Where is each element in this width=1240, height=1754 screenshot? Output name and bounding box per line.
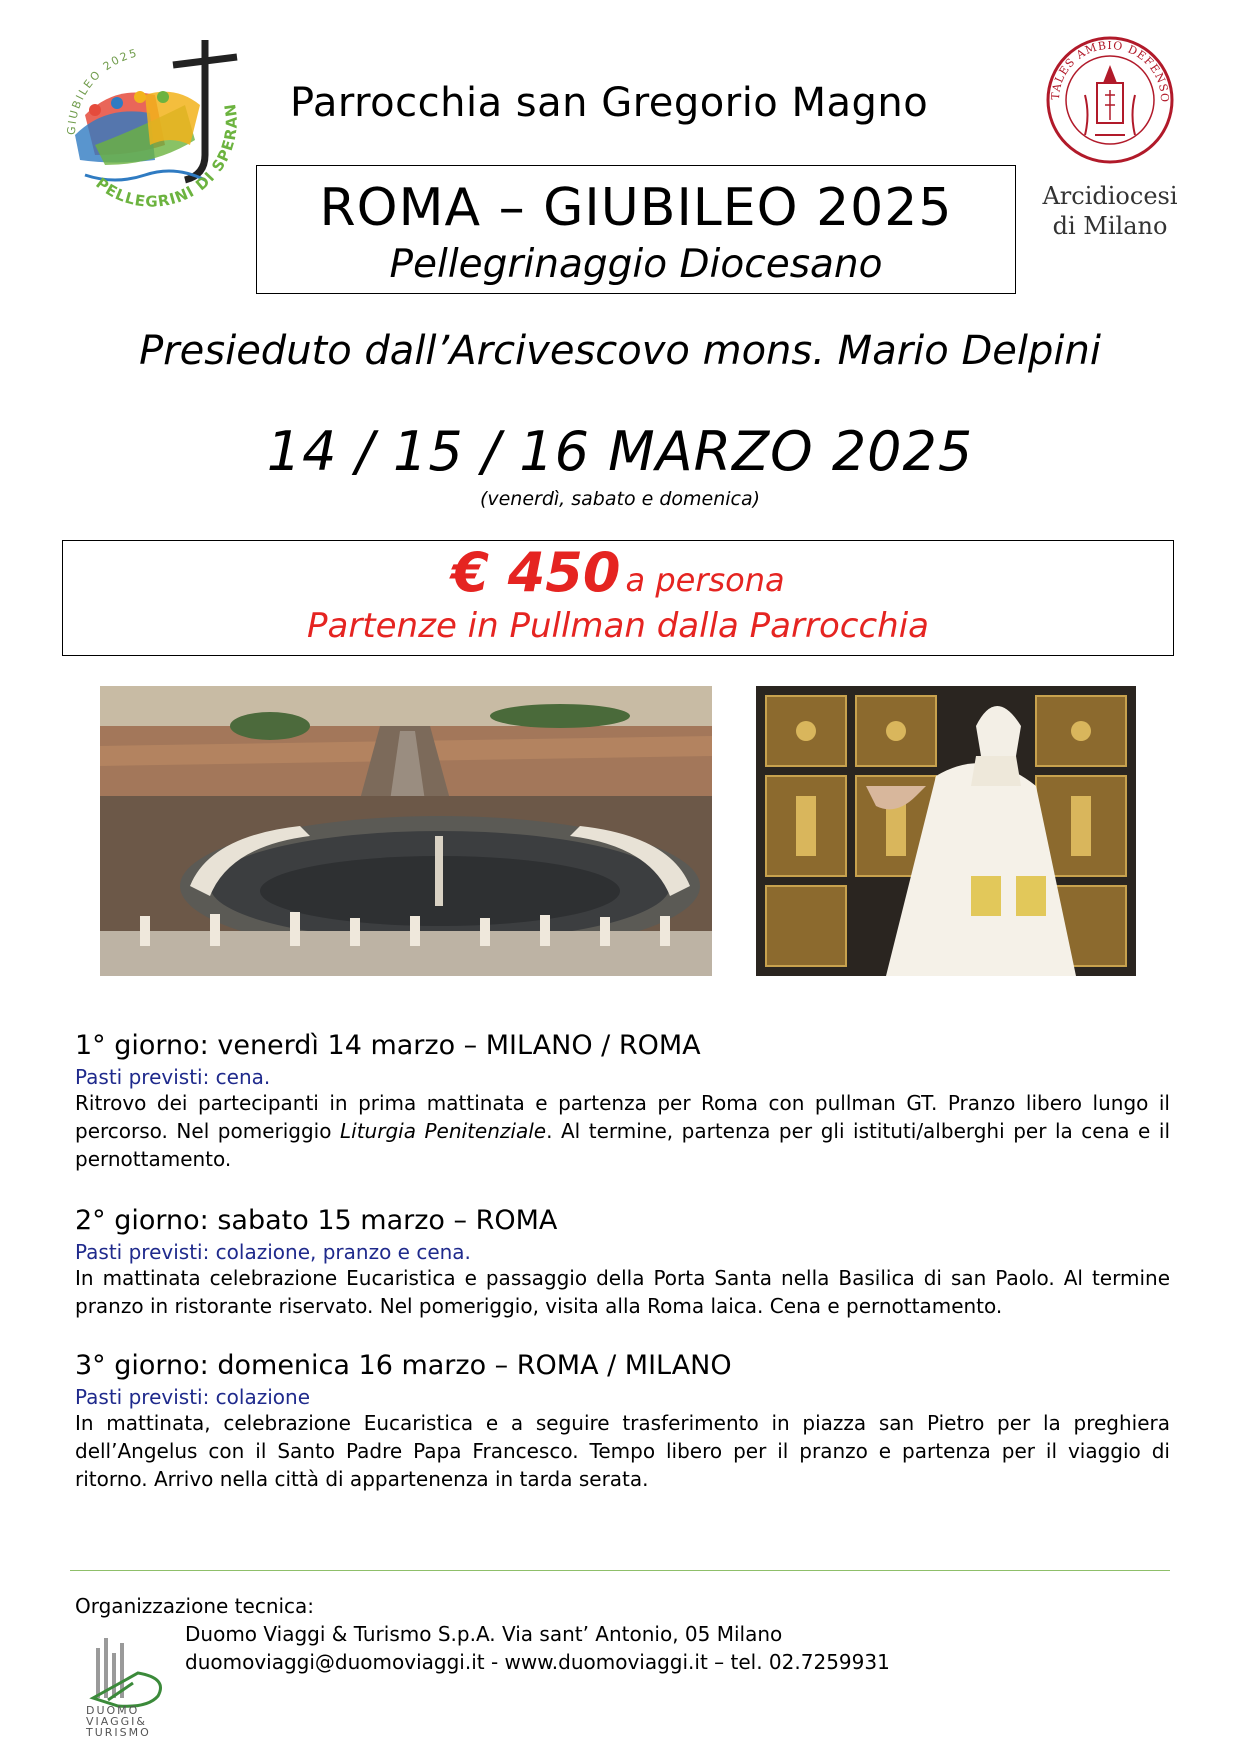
day-title: 1° giorno: venerdì 14 marzo – MILANO / ROMA [75, 1030, 701, 1061]
st-peters-square-photo [100, 686, 712, 976]
jubilee-logo [55, 35, 255, 225]
day-title: 3° giorno: domenica 16 marzo – ROMA / MILANO [75, 1350, 732, 1381]
archdiocese-logo [1035, 35, 1185, 255]
presided-by: Presieduto dall’Arcivescovo mons. Mario Delpini [139, 328, 1101, 374]
title-box [256, 165, 1016, 294]
price-per-person: a persona [625, 561, 785, 599]
svg-text:GIUBILEO 2025: GIUBILEO 2025 [64, 46, 140, 136]
diocese-seal [1045, 35, 1175, 165]
svg-text:VIAGGI&: VIAGGI& [86, 1715, 147, 1728]
page-subtitle: Pellegrinaggio Diocesano [389, 242, 883, 287]
day-description: In mattinata celebrazione Eucaristica e passaggio della Porta Santa nella Basilica di san Paolo. Al termine pranzo in ristorante riservato. Nel pomeriggio, visita alla Roma laica. Cena e pernottamento. [75, 1266, 1170, 1318]
day-description: In mattinata, celebrazione Eucaristica e a seguire trasferimento in piazza san Pietro per la preghiera dell’Angelus con il Santo Padre Papa Francesco. Tempo libero per il pranzo e partenza per il viaggio di ritorno. Arrivo nella città di appartenenza in tarda serata. [75, 1411, 1170, 1491]
price-amount: € 450 [451, 541, 621, 604]
itinerary-day-1 [75, 1030, 1170, 1173]
svg-text:DUOMO: DUOMO [86, 1704, 140, 1717]
organizer-label: Organizzazione tecnica: [75, 1594, 315, 1618]
diocese-name-line2: di Milano [1052, 212, 1168, 240]
pope-holy-door-photo [756, 686, 1136, 976]
duomo-viaggi-logo [78, 1628, 178, 1738]
svg-text:TURISMO: TURISMO [86, 1726, 151, 1738]
svg-text:PELLEGRINI DI SPERANZA: PELLEGRINI DI SPERAN [92, 101, 241, 211]
svg-text:TALES AMBIO DEFENSORES: TALES AMBIO DEFENSO [1048, 38, 1172, 104]
trip-dates: 14 / 15 / 16 MARZO 2025 [266, 420, 974, 483]
day-title: 2° giorno: sabato 15 marzo – ROMA [75, 1205, 558, 1236]
trip-days-note: (venerdì, sabato e domenica) [479, 488, 761, 510]
organizer-address: Duomo Viaggi & Turismo S.p.A. Via sant’ Antonio, 05 Milano [185, 1622, 783, 1646]
parish-name: Parrocchia san Gregorio Magno [290, 80, 929, 126]
day-meals: Pasti previsti: cena. [75, 1065, 271, 1089]
day-description: Ritrovo dei partecipanti in prima mattinata e partenza per Roma con pullman GT. Pranzo libero lungo il percorso. Nel pomeriggio Liturgia Penitenziale. Al termine, partenza per gli istituti/alberghi per la cena e il pernottamento. [75, 1091, 1170, 1171]
organizer-contacts: duomoviaggi@duomoviaggi.it - www.duomoviaggi.it – tel. 02.7259931 [185, 1650, 890, 1674]
day-meals: Pasti previsti: colazione, pranzo e cena. [75, 1240, 471, 1264]
price-box [62, 540, 1174, 656]
departure-note: Partenze in Pullman dalla Parrocchia [306, 606, 929, 646]
diocese-name-line1: Arcidiocesi [1042, 182, 1178, 210]
footer-divider [70, 1570, 1170, 1571]
page-title: ROMA – GIUBILEO 2025 [319, 178, 953, 238]
day-meals: Pasti previsti: colazione [75, 1385, 310, 1409]
itinerary-day-3 [75, 1350, 1170, 1493]
itinerary-day-2 [75, 1205, 1170, 1320]
